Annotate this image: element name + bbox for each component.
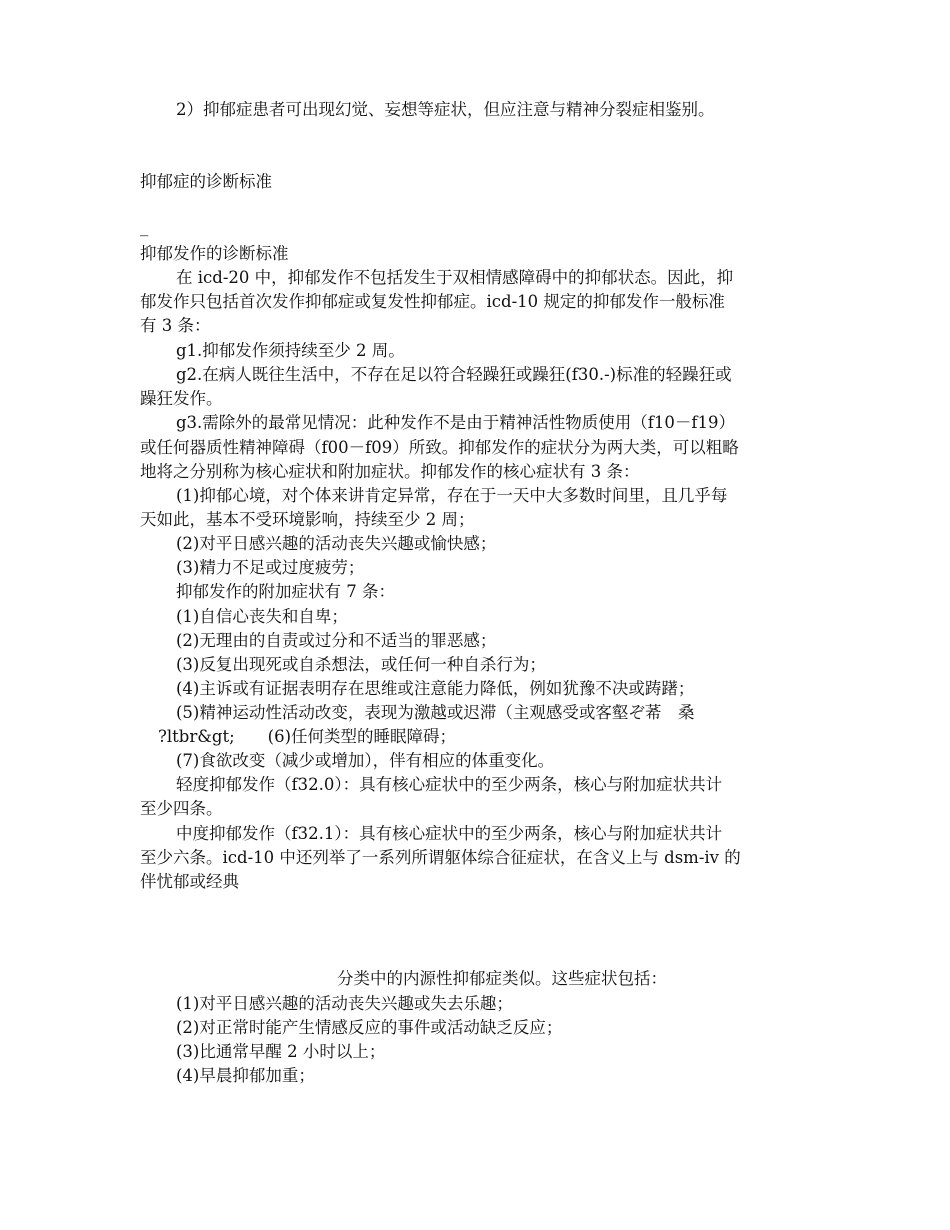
list-item: (1)自信心丧失和自卑； [176,607,348,626]
criterion-line: 躁狂发作。 [140,389,223,408]
criterion-line: g3.需除外的最常见情况：此种发作不是由于精神活性物质使用（f10－f19） [176,413,736,432]
list-item: (4)主诉或有证据表明存在思维或注意能力降低，例如犹豫不决或踌躇； [176,679,695,698]
list-item: (7)食欲改变（减少或增加），伴有相应的体重变化。 [176,751,555,770]
list-item: (5)精神运动性活动改变，表现为激越或迟滞（主观感受或客壑ぞ莃 桑 [176,703,695,722]
list-item: (1)抑郁心境，对个体来讲肯定异常，存在于一天中大多数时间里，且几乎每 [176,486,728,505]
paragraph-line: 至少六条。icd-10 中还列举了一系列所谓躯体综合征症状，在含义上与 dsm-iv 的 [140,848,741,867]
list-item: 天如此，基本不受环境影响，持续至少 2 周； [140,510,475,529]
list-item: (3)反复出现死或自杀想法，或任何一种自杀行为； [176,655,546,674]
separator-mark: _ [140,217,149,236]
list-item: (3)比通常早醒 2 小时以上； [176,1042,386,1061]
paragraph-line: 至少四条。 [140,799,223,818]
paragraph-line: 或任何器质性精神障碍（f00－f09）所致。抑郁发作的症状分为两大类，可以粗略 [140,438,739,457]
criterion-line: g1.抑郁发作须持续至少 2 周。 [176,341,405,360]
paragraph-line: 轻度抑郁发作（f32.0）：具有核心症状中的至少两条，核心与附加症状共计 [176,775,723,794]
subsection-heading: 抑郁发作的诊断标准 [140,244,289,263]
paragraph-line: 分类中的内源性抑郁症类似。这些症状包括： [337,969,667,988]
list-item: (2)对正常时能产生情感反应的事件或活动缺乏反应； [176,1018,563,1037]
criterion-line: g2.在病人既往生活中，不存在足以符合轻躁狂或躁狂(f30.-)标准的轻躁狂或 [176,365,732,384]
list-item: (2)对平日感兴趣的活动丧失兴趣或愉快感； [176,534,497,553]
paragraph-line: 伴忧郁或经典 [140,872,239,891]
paragraph-line: 中度抑郁发作（f32.1）：具有核心症状中的至少两条，核心与附加症状共计 [176,824,723,843]
list-item: (4)早晨抑郁加重； [176,1066,315,1085]
paragraph-line: 2）抑郁症患者可出现幻觉、妄想等症状，但应注意与精神分裂症相鉴别。 [176,100,715,119]
paragraph-line: 郁发作只包括首次发作抑郁症或复发性抑郁症。icd-10 规定的抑郁发作一般标准 [140,292,725,311]
list-item: (2)无理由的自责或过分和不适当的罪恶感； [176,631,497,650]
paragraph-line: 有 3 条： [140,316,211,335]
list-item: (1)对平日感兴趣的活动丧失兴趣或失去乐趣； [176,994,513,1013]
paragraph-line: 在 icd-20 中，抑郁发作不包括发生于双相情感障碍中的抑郁状态。因此，抑 [176,268,734,287]
paragraph-line: 地将之分别称为核心症状和附加症状。抑郁发作的核心症状有 3 条： [140,462,640,481]
paragraph-line: 抑郁发作的附加症状有 7 条： [176,582,395,601]
list-item: ?ltbr&gt; (6)任何类型的睡眠障碍； [158,727,457,746]
list-item: (3)精力不足或过度疲劳； [176,558,365,577]
section-heading: 抑郁症的诊断标准 [140,172,272,191]
